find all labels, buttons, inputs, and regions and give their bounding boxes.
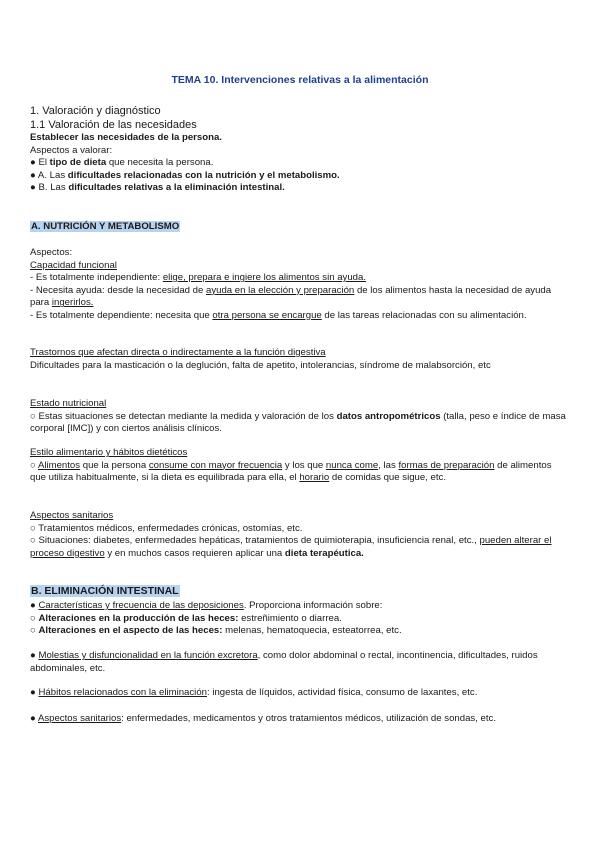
- estilo-alimentario-text: ○ Alimentos que la persona consume con mayor frecuencia y los que nunca come, las formas de preparación de alimentos que utiliza habitualmente, si la dieta es equilibrada para ella, el horario de comidas que sigue, etc.: [30, 459, 552, 484]
- bullet-tipo-dieta: ● El tipo de dieta que necesita la persona.: [30, 157, 214, 169]
- aspectos-heading: Aspectos:: [30, 247, 73, 258]
- bullet-aspecto-heces: ○ Alteraciones en el aspecto de las heces: melenas, hematoquecia, esteatorrea, etc.: [30, 625, 402, 637]
- bullet-aspectos-sanitarios: ● Aspectos sanitarios: enfermedades, medicamentos y otros tratamientos médicos, utilización de sondas, etc.: [30, 713, 496, 724]
- estado-nutricional-text: ○ Estas situaciones se detectan mediante la medida y valoración de los datos antropométricos (talla, peso e índice de masa corporal [IMC]) y con ciertos análisis clínicos.: [30, 410, 566, 435]
- section-a-heading: A. NUTRICIÓN Y METABOLISMO: [31, 221, 180, 232]
- sanitarios-item-situaciones: ○ Situaciones: diabetes, enfermedades hepáticas, tratamientos de quimioterapia, insuficiencia renal, etc., pueden alterar el proceso digestivo y en muchos casos requieren aplicar una dieta terapéutica.: [30, 535, 552, 559]
- bullet-molestias: ● Molestias y disfuncionalidad en la función excretora, como dolor abdominal o rectal, incontinencia, dificultades, ruidos abdominales, etc.: [30, 650, 538, 674]
- bullet-produccion-heces: ○ Alteraciones en la producción de las heces: estreñimiento o diarrea.: [30, 612, 342, 624]
- intro-block: [30, 105, 570, 195]
- sanitarios-item-tratamientos: ○ Tratamientos médicos, enfermedades crónicas, ostomías, etc.: [30, 522, 303, 534]
- section-b-heading-block: [30, 585, 570, 599]
- bullet-eliminacion: ● B. Las dificultades relativas a la eliminación intestinal.: [30, 182, 285, 194]
- aspectos-sanitarios-title: Aspectos sanitarios: [30, 510, 114, 521]
- habitos-block: [30, 687, 570, 700]
- trastornos-text: Dificultades para la masticación o la deglución, falta de apetito, intolerancias, síndrome de malabsorción, etc: [30, 359, 491, 371]
- estado-nutricional-title: Estado nutricional: [30, 398, 107, 409]
- estilo-alimentario-block: [30, 447, 570, 485]
- sanitarios-b-block: [30, 713, 570, 726]
- intro-statement: Establecer las necesidades de la persona.: [30, 132, 222, 143]
- bullet-nutricion: ● A. Las dificultades relacionadas con la nutrición y el metabolismo.: [30, 169, 340, 181]
- deposiciones-block: [30, 600, 570, 638]
- capacidad-funcional-block: [30, 247, 570, 323]
- bullet-habitos: ● Hábitos relacionados con la eliminación: ingesta de líquidos, actividad física, consumo de laxantes, etc.: [30, 687, 478, 698]
- subsection-heading-necesidades: 1.1 Valoración de las necesidades: [30, 118, 197, 131]
- section-a-heading-block: [30, 221, 570, 234]
- aspectos-sanitarios-block: [30, 510, 570, 560]
- page-title: TEMA 10. Intervenciones relativas a la alimentación: [171, 74, 429, 86]
- capacidad-item-dependiente: - Es totalmente dependiente: necesita que otra persona se encargue de las tareas relacionadas con su alimentación.: [30, 309, 527, 321]
- section-heading-valoracion: 1. Valoración y diagnóstico: [30, 105, 161, 117]
- estilo-alimentario-title: Estilo alimentario y hábitos dietéticos: [30, 447, 188, 458]
- capacidad-item-independiente: - Es totalmente independiente: elige, prepara e ingiere los alimentos sin ayuda.: [30, 272, 367, 284]
- molestias-block: [30, 650, 570, 675]
- trastornos-title: Trastornos que afectan directa o indirectamente a la función digestiva: [30, 347, 326, 358]
- trastornos-block: [30, 347, 570, 372]
- section-b-heading: B. ELIMINACIÓN INTESTINAL: [31, 585, 179, 597]
- capacidad-funcional-title: Capacidad funcional: [30, 259, 117, 271]
- estado-nutricional-block: [30, 398, 570, 436]
- bullet-deposiciones: ● Características y frecuencia de las deposiciones. Proporciona información sobre:: [30, 600, 383, 611]
- aspectos-label: Aspectos a valorar:: [30, 144, 113, 156]
- capacidad-item-ayuda: - Necesita ayuda: desde la necesidad de ayuda en la elección y preparación de los alimentos hasta la necesidad de ayuda para ingerirlos.: [30, 284, 552, 309]
